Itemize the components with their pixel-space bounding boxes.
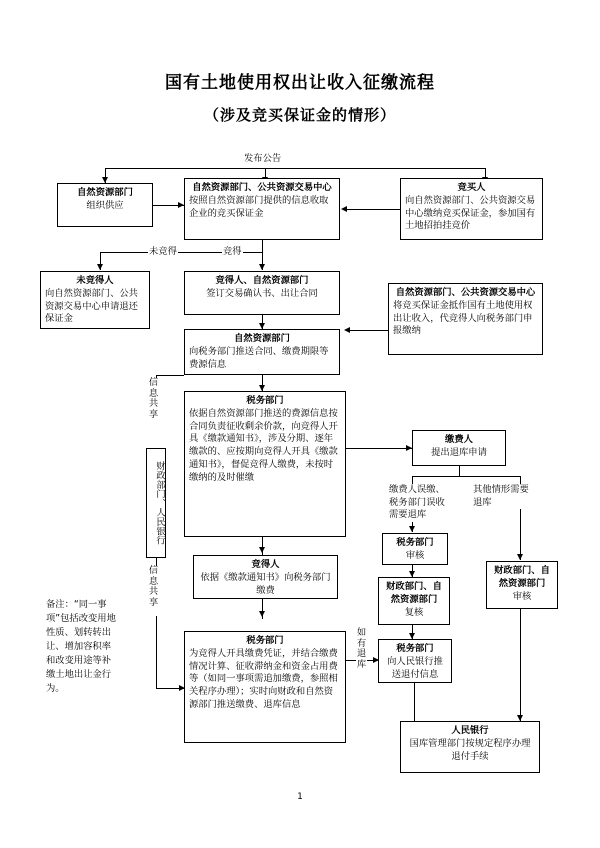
node-unsuccessful-bidder-refund[interactable] [40,271,150,329]
node-fiscal-nr-recheck[interactable] [378,577,450,625]
connector-refund-split-bus [412,476,520,477]
connector-taxpush-to-pboc [414,683,415,721]
label-other-refund: 其他情形需要退库 [473,484,529,508]
node-natural-resources-supply[interactable] [57,183,153,227]
page-title: 国有土地使用权出让收入征缴流程 [165,73,435,93]
node-head: 竞得人、自然资源部门 [215,275,309,286]
arrow-offset-to-left [344,327,350,333]
arrow-refund-right [517,554,523,560]
node-deposit-offset-declare[interactable] [388,283,543,355]
node-payer-refund-request[interactable] [412,430,506,466]
node-fiscal-nr-review[interactable] [486,561,558,609]
connector-tax-to-payer [346,448,412,449]
node-body: 依据自然资源部门推送的费源信息按合同负责征收剩余价款，向竞得人开具《缴款通知书》，涉及分期、逐年缴款的、应按期向竞得人开具《缴款通知书》，督促竞得人缴费，未按时缴纳的及时催缴 [189,407,338,483]
node-head: 自然资源部门 [77,187,133,198]
label-mistake-refund: 缴费人误缴、税务部门误收需要退库 [388,484,448,522]
node-head: 竞买人 [457,182,486,193]
node-head: 税务部门 [246,635,284,646]
box-finance-and-pboc[interactable]: 财政部门、人民银行 [146,448,166,558]
connector-taxreceipt-to-refund [346,660,356,661]
node-head: 缴费人 [445,434,473,445]
node-nr-and-exchange-collect-deposit[interactable] [184,178,340,240]
node-head: 自然资源部门、公共资源交易中心 [395,287,536,298]
node-pboc-treasury-refund[interactable] [400,721,540,773]
node-head: 未竞得人 [76,275,114,286]
node-body: 审核 [512,590,532,602]
node-head: 税务部门 [246,395,284,406]
arrow-won [259,264,265,270]
label-won: 竞得 [222,243,243,257]
node-head: 人民银行 [451,725,489,736]
node-head: 财政部门、自然资源部门 [494,565,550,589]
arrow-refund-left [409,526,415,532]
node-tax-collect-remaining[interactable] [184,391,346,537]
node-body: 提出退库申请 [431,446,487,458]
connector-review-to-pboc [520,609,521,721]
node-tax-push-refund-info[interactable] [378,639,452,683]
node-body: 按照自然资源部门提供的信息收取企业的竞买保证金 [189,194,329,219]
label-announce: 发布公告 [243,150,282,164]
node-body: 向自然资源部门、公共资源交易中心申请退还保证金 [45,287,138,325]
label-if-refund: 如有退库 [356,628,367,690]
node-nr-push-to-tax[interactable] [184,329,340,375]
node-body: 为竞得人开具缴费凭证，并结合缴费情况计算、征收滞纳金和资金占用费等（如同一事项需追加缴费，参照相关程序办理）；实时向财政和自然资源部门推送缴费、退库信息 [189,647,338,711]
node-tax-review[interactable] [382,533,448,565]
connector-payer-down [459,466,460,476]
footnote: 备注：“同一事项”包括改变用地性质、划转转出让、增加容积率和改变用途等补缴土地出让金行为。 [46,599,116,694]
connector-share-spine-bottom [156,616,157,688]
node-body: 向自然资源部门、公共资源交易中心缴纳竞买保证金，参加国有土地招拍挂竞价 [405,194,536,232]
label-info-share-1: 信息共享 [148,378,159,426]
node-head: 财政部门、自然资源部门 [386,581,442,605]
connector-top-bus [105,168,485,169]
arrow-winnerpay-to-taxreceipt [259,611,265,617]
page-number: 1 [297,792,303,802]
node-head: 税务部门 [396,537,434,548]
node-body: 签订交易确认书、出让合同 [206,287,318,299]
node-head: 自然资源部门 [234,333,290,344]
node-winner-pay[interactable] [193,555,338,599]
connector-share-top-h [156,375,184,376]
node-body: 审核 [405,549,425,561]
node-body: 将竞买保证金抵作国有土地使用权出让收入，代竞得人向税务部门申报缴纳 [393,299,533,337]
node-body: 向税务部门推送合同、缴费期限等费源信息 [189,345,329,370]
node-bidder[interactable] [400,178,543,240]
node-head: 自然资源部门、公共资源交易中心 [192,182,332,193]
connector-offset-to-left [348,330,388,331]
arrow-bidder-to-center [341,206,347,212]
node-tax-issue-receipt[interactable] [184,631,346,743]
arrow-tax-to-winnerpay [259,547,265,553]
node-body: 复核 [404,606,424,618]
node-winner-sign-contract[interactable] [184,271,340,315]
node-body: 组织供应 [86,199,124,211]
node-body: 国库管理部门按规定程序办理退付手续 [409,737,531,762]
arrow-not-won [97,264,103,270]
node-head: 税务部门 [396,643,434,654]
label-info-share-2: 信息共享 [148,566,159,614]
connector-center-down [262,240,263,252]
node-body: 依据《缴款通知书》向税务部门缴费 [200,571,331,596]
node-body: 向人民银行推送退付信息 [387,655,443,680]
node-head: 竞得人 [251,559,280,570]
label-not-won: 未竞得 [148,243,178,257]
connector-bidder-to-center [345,209,400,210]
page-subtitle: （涉及竞买保证金的情形） [203,106,396,124]
